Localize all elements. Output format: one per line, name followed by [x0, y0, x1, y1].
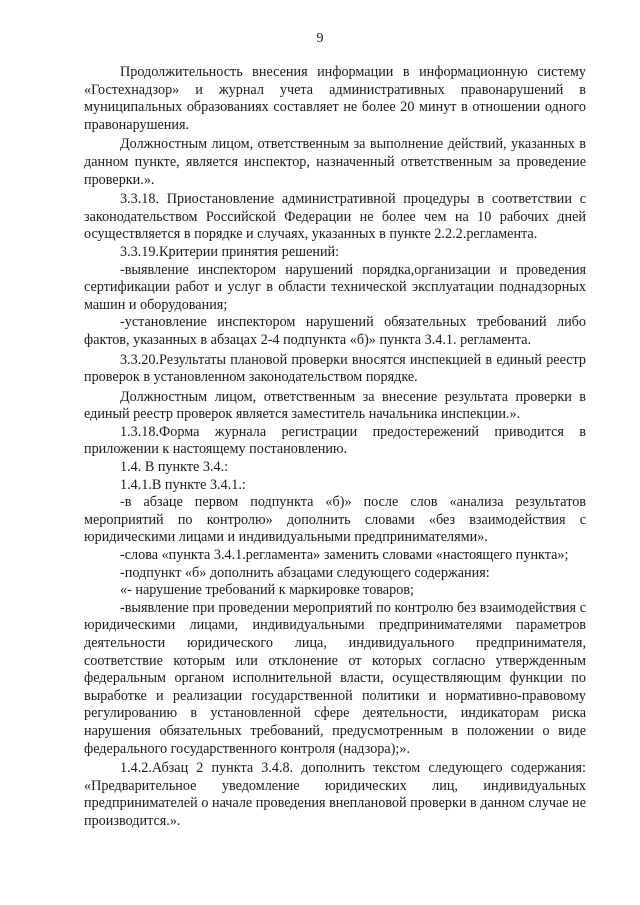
paragraph-info-duration: Продолжительность внесения информации в информационную систему «Гостехнадзор» и журнал учета административных правонарушений в муниципальных образованиях составляет не более 20 минут в отношении одного правонарушения. [84, 64, 586, 133]
paragraph-1-4: 1.4. В пункте 3.4.: [120, 459, 229, 476]
paragraph-3-3-19: 3.3.19.Критерии принятия решений: [120, 243, 340, 260]
paragraph-amendment-5: -выявление при проведении мероприятий по контролю без взаимодействия с юридическими лицами, индивидуальными предпринимателями параметров деятельности юридического лица, индивидуального предпринимателя, соответствие которым или отклонение от которых согласно утвержденным федеральным органом исполнительной власти, осуществляющим функции по выработке и реализации государственной политики и нормативно-правовому регулированию в установленной сфере деятельности, индикаторам риска нарушения обязательных требований, предусмотренным в положении о виде федерального государственного контроля (надзора);». [84, 599, 586, 757]
paragraph-1-4-1: 1.4.1.В пункте 3.4.1.: [120, 476, 246, 493]
paragraph-amendment-2: -слова «пункта 3.4.1.регламента» заменить словами «настоящего пункта»; [120, 547, 569, 564]
paragraph-criteria-2: -установление инспектором нарушений обязательных требований либо фактов, указанных в абзацах 2-4 подпункта «б)» пункта 3.4.1. регламента. [84, 314, 586, 348]
paragraph-3-3-18: 3.3.18. Приостановление административной процедуры в соответствии с законодательством Российской Федерации не более чем на 10 рабочих дней осуществляется в порядке и случаях, указанных в пункте 2.2.2.регламента. [84, 191, 586, 243]
page-number: 9 [316, 31, 324, 46]
paragraph-responsible-inspector: Должностным лицом, ответственным за выполнение действий, указанных в данном пункте, является инспектор, назначенный ответственным за проведение проверки.». [84, 136, 586, 188]
paragraph-1-4-2: 1.4.2.Абзац 2 пункта 3.4.8. дополнить текстом следующего содержания: «Предварительное уведомление юридических лиц, индивидуальных предпринимателей о начале проведения внеплановой проверки в данном случае не производится.». [84, 760, 586, 829]
paragraph-registry-responsible: Должностным лицом, ответственным за внесение результата проверки в единый реестр проверок является заместитель начальника инспекции.». [84, 388, 586, 423]
paragraph-amendment-3: -подпункт «б» дополнить абзацами следующего содержания: [120, 564, 490, 581]
paragraph-criteria-1: -выявление инспектором нарушений порядка,организации и проведения сертификации работ и услуг в области технической эксплуатации поднадзорных машин и оборудования; [84, 261, 586, 313]
paragraph-amendment-4: «- нарушение требований к маркировке товаров; [120, 582, 414, 599]
document-body [84, 64, 586, 831]
paragraph-1-3-18: 1.3.18.Форма журнала регистрации предостережений приводится в приложении к настоящему постановлению. [84, 423, 586, 458]
paragraph-amendment-1: -в абзаце первом подпункта «б)» после слов «анализа результатов мероприятий по контролю» дополнить словами «без взаимодействия с юридическими лицами и индивидуальными предпринимателями». [84, 494, 586, 546]
paragraph-3-3-20: 3.3.20.Результаты плановой проверки вносятся инспекцией в единый реестр проверок в установленном законодательством порядке. [84, 351, 586, 386]
